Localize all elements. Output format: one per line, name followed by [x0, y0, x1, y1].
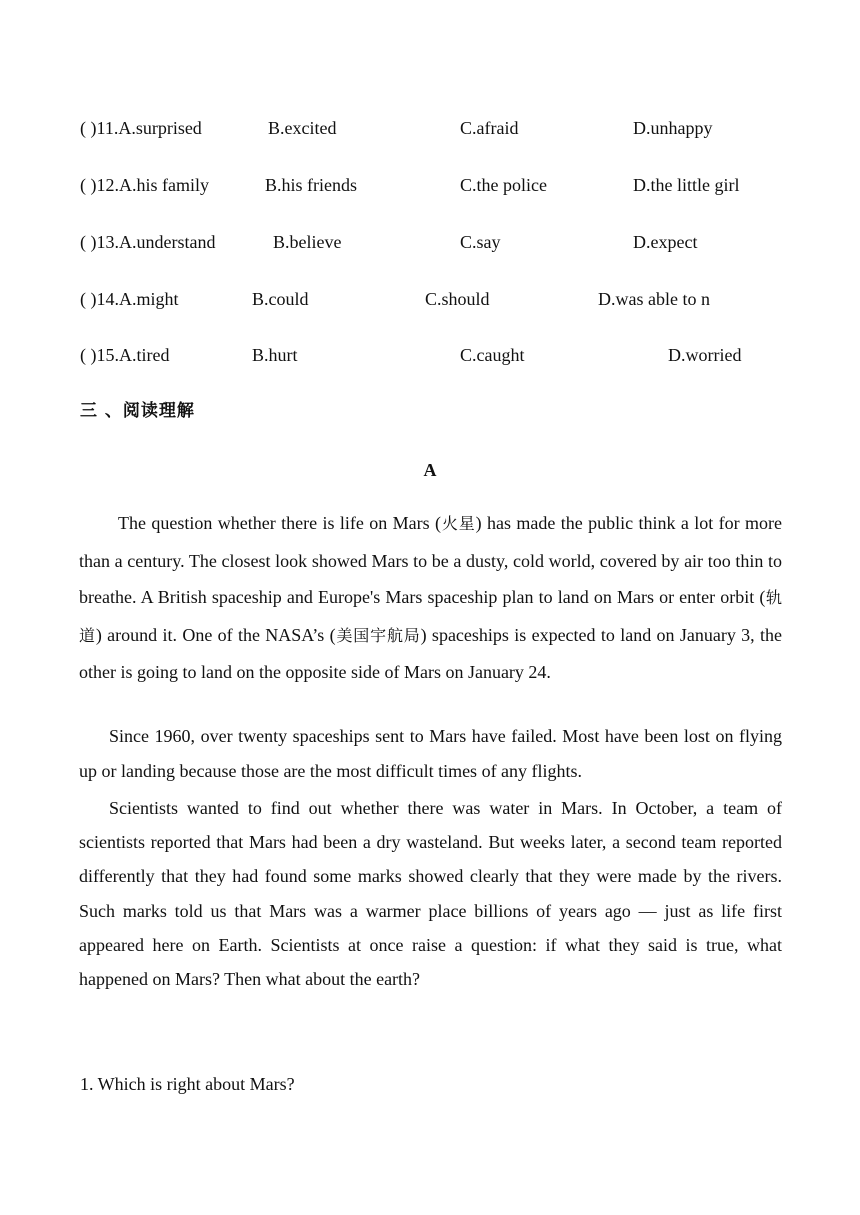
cloze-item-stem: ( )15.A.tired [80, 345, 170, 365]
cloze-item-stem: ( )12.A.his family [80, 175, 209, 195]
option-b: B.his friends [265, 175, 357, 195]
option-c: C.the police [460, 175, 547, 195]
cloze-item-12 [0, 173, 860, 197]
cloze-item-stem: ( )13.A.understand [80, 232, 216, 252]
option-d: D.worried [668, 345, 742, 365]
passage-text: ) spaceships is expected to land on January 3, the other is going to land on the opposite side of Mars on January 24. [79, 624, 782, 682]
option-d: D.was able to n [598, 289, 710, 309]
passage-text: The question whether there is life on Mars ( [118, 513, 441, 533]
passage-title: A [423, 460, 437, 480]
option-c: C.should [425, 289, 490, 309]
cloze-item-11 [0, 116, 860, 140]
cloze-item-14 [0, 287, 860, 311]
cloze-item-15 [0, 343, 860, 367]
option-c: C.caught [460, 345, 525, 365]
passage-paragraph-1 [79, 505, 782, 691]
passage-paragraph-2: Since 1960, over twenty spaceships sent to Mars have failed. Most have been lost on flying up or landing because those are the most difficult times of any flights. [79, 726, 782, 781]
cloze-item-stem: ( )11.A.surprised [80, 118, 202, 138]
gloss-nasa: 美国宇航局 [335, 625, 421, 645]
passage-paragraph-3: Scientists wanted to find out whether there was water in Mars. In October, a team of scientists reported that Mars had been a dry wasteland. But weeks later, a second team reported differently that they had found some marks showed clearly that they were made by the rivers. Such marks told us that Mars was a warmer place billions of years ago — just as life first appeared here on Earth. Scientists at once raise a question: if what they said is true, what happened on Mars? Then what about the earth? [79, 798, 782, 990]
question-1: 1. Which is right about Mars? [80, 1074, 295, 1094]
option-b: B.could [252, 289, 309, 309]
option-b: B.believe [273, 232, 342, 252]
option-c: C.afraid [460, 118, 519, 138]
option-d: D.the little girl [633, 175, 740, 195]
passage-text: ) around it. One of the NASA’s ( [95, 624, 336, 645]
option-c: C.say [460, 232, 501, 252]
cloze-item-13 [0, 230, 860, 254]
gloss-orbit: 轨道 [79, 588, 782, 645]
cloze-item-stem: ( )14.A.might [80, 289, 179, 309]
passage-text: ) has made the public think a lot for more than a century. The closest look showed Mars to be a dusty, cold world, covered by air too thin to breathe. A British spaceship and Europe's Mars spaceship plan to land on Mars or enter orbit ( [79, 513, 782, 607]
option-d: D.expect [633, 232, 698, 252]
gloss-mars: 火星 [440, 514, 476, 533]
section-heading: 三 、阅读理解 [80, 401, 195, 421]
option-b: B.hurt [252, 345, 298, 365]
option-b: B.excited [268, 118, 337, 138]
option-d: D.unhappy [633, 118, 713, 138]
